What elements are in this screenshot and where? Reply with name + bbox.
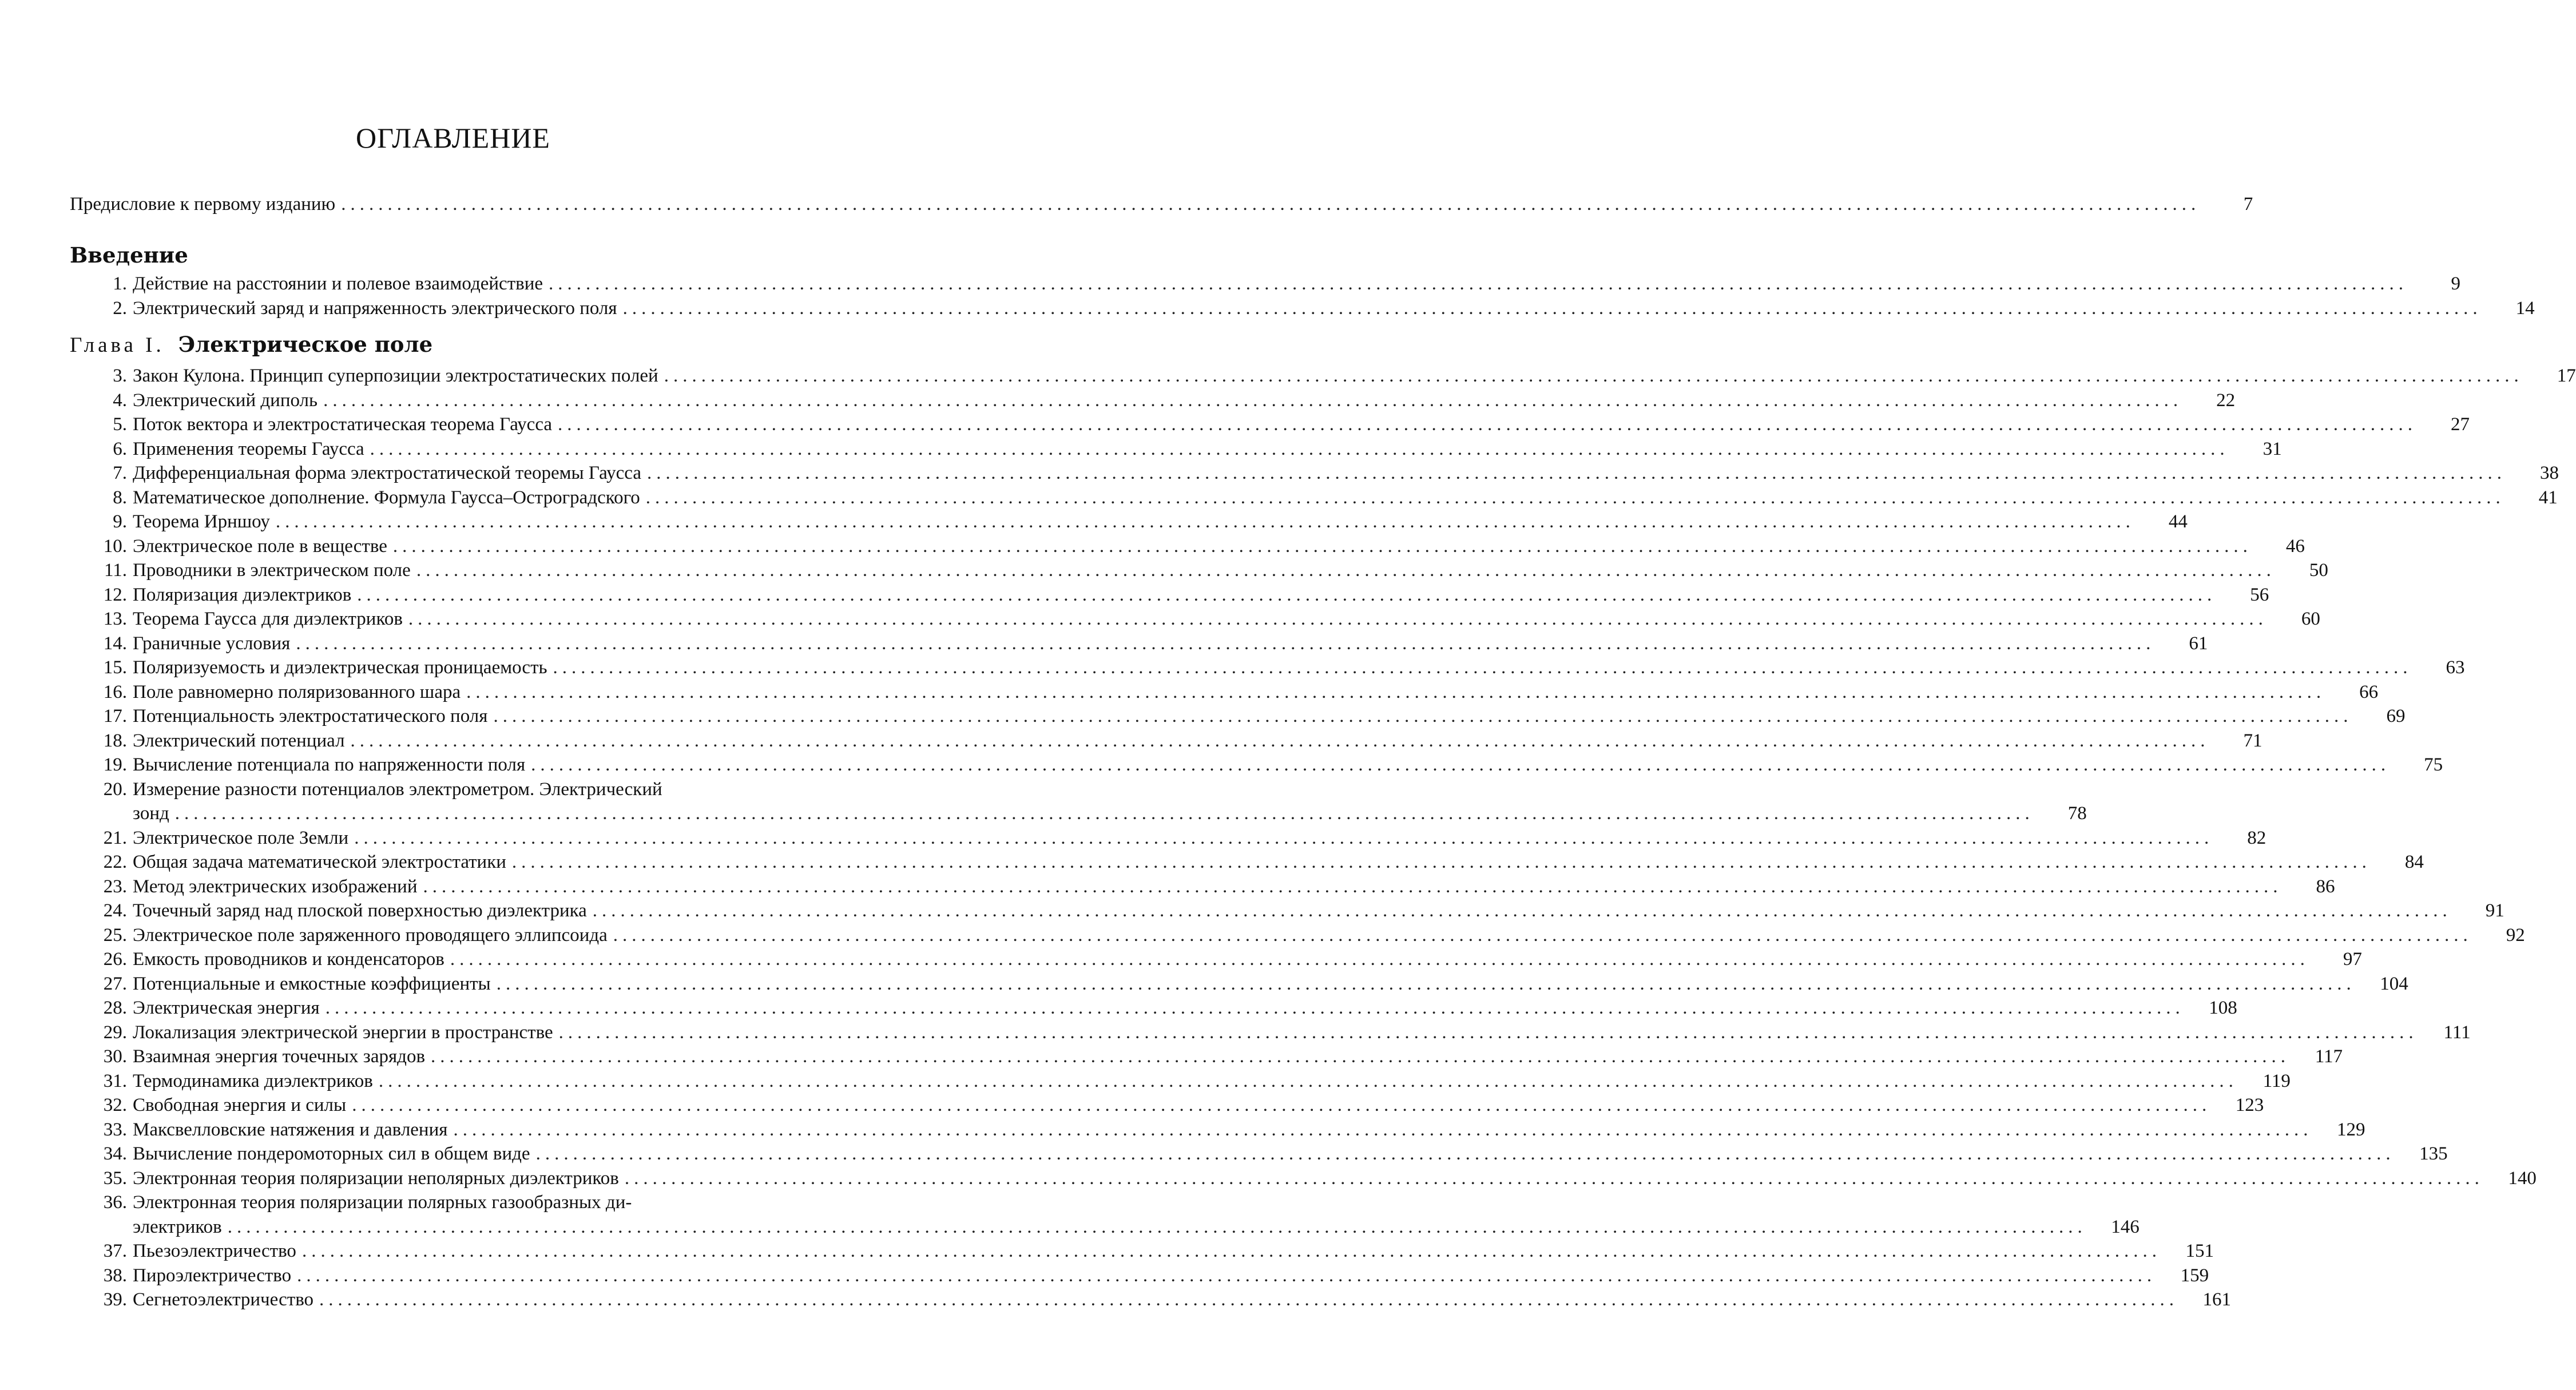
entry-title: Электрическое поле заряженного проводящего эллипсоида [133,924,608,946]
leader-dots: ........................................................................................................................................................................................................ [423,876,2283,897]
leader-dots: ........................................................................................................................................................................................................ [325,998,2185,1018]
toc-entry[interactable] [70,826,2267,850]
leader-dots: ........................................................................................................................................................................................................ [392,535,2252,557]
entry-title: Точечный заряд над плоской поверхностью диэлектрика [133,900,587,921]
entry-number: 1. [113,273,127,294]
entry-number: 16. [103,681,127,702]
entry-number: 35. [103,1167,127,1189]
page-number: 123 [2235,1095,2264,1115]
page-number: 66 [2359,681,2379,702]
page-number: 22 [2216,390,2236,411]
leader-dots: ........................................................................................................................................................................................................ [511,852,2371,872]
page-number: 129 [2336,1119,2365,1140]
entry-number: 4. [113,390,127,411]
leader-dots: ........................................................................................................................................................................................................ [664,366,2523,386]
entry-title: Поляризация диэлектриков [133,584,352,605]
toc-entry[interactable] [70,680,2379,704]
toc-entry[interactable] [70,1264,2209,1288]
entry-title: Дифференциальная форма электростатической теоремы Гаусса [133,463,641,483]
page-number: 27 [2451,414,2470,435]
entry-title: Теорема Гаусса для диэлектриков [133,609,403,629]
toc-entry-preface[interactable] [70,192,2253,216]
leader-dots: ........................................................................................................................................................................................................ [535,1143,2395,1164]
entry-number: 38. [103,1265,127,1286]
entry-title: Метод электрических изображений [133,876,418,897]
toc-entry[interactable] [70,1118,2365,1142]
entry-title: Электрический потенциал [133,730,345,751]
entry-title-continued: зонд [133,803,169,824]
toc-entry[interactable] [70,486,2558,510]
leader-dots: ........................................................................................................................................................................................................ [453,1119,2313,1140]
page-number: 9 [2451,273,2461,294]
entry-title: Электронная теория поляризации неполярных диэлектриков [133,1167,619,1189]
entry-title: Вычисление пондеромоторных сил в общем виде [133,1143,530,1164]
page-number: 71 [2243,730,2263,751]
toc-entry[interactable] [70,1288,2232,1312]
toc-entry[interactable] [70,437,2282,461]
entry-title: Закон Кулона. Принцип суперпозиции электростатических полей [133,366,658,386]
page-number: 31 [2263,438,2282,459]
leader-dots: ........................................................................................................................................................................................................ [174,803,2034,824]
page-number: 46 [2285,535,2305,557]
leader-dots: ........................................................................................................................................................................................................ [450,949,2309,970]
toc-entry[interactable] [70,704,2406,728]
entry-number: 5. [113,414,127,435]
entry-title: Емкость проводников и конденсаторов [133,949,444,970]
leader-dots: ........................................................................................................................................................................................................ [613,924,2472,946]
entry-title: Граничные условия [133,633,291,654]
entry-number: 2. [113,297,127,319]
entry-number: 31. [103,1070,127,1091]
toc-entry[interactable] [70,875,2335,899]
toc-entry[interactable] [70,923,2525,947]
toc-entry[interactable] [70,461,2559,485]
page-number: 86 [2316,876,2335,897]
toc-entry-continuation[interactable] [70,801,2087,825]
entry-title: Электронная теория поляризации полярных газообразных ди- [133,1192,632,1213]
toc-entry[interactable] [70,364,2576,388]
entry-title: Пьезоэлектричество [133,1241,296,1261]
leader-dots: ........................................................................................................................................................................................................ [466,681,2326,702]
entry-title: Локализация электрической энергии в пространстве [133,1022,553,1043]
entry-number: 29. [103,1022,127,1043]
toc-entry[interactable] [70,753,2443,777]
toc-entry[interactable] [70,607,2320,631]
leader-dots: ........................................................................................................................................................................................................ [647,463,2506,483]
entry-number: 30. [103,1046,127,1067]
leader-dots: ........................................................................................................................................................................................................ [431,1046,2291,1067]
chapter-heading [70,332,432,358]
page-number: 44 [2168,511,2188,532]
page-number: 7 [2243,194,2253,215]
entry-number: 20. [103,779,127,800]
toc-entry[interactable] [70,947,2362,971]
leader-dots: ........................................................................................................................................................................................................ [297,1265,2157,1286]
leader-dots: ........................................................................................................................................................................................................ [227,1216,2087,1237]
entry-number: 27. [103,973,127,994]
page-number: 117 [2315,1046,2343,1067]
entry-title: Электрическое поле в веществе [133,535,387,557]
toc-entry[interactable] [70,583,2269,607]
leader-dots: ........................................................................................................................................................................................................ [558,1022,2418,1043]
page-number: 60 [2301,609,2320,629]
entry-number: 6. [113,438,127,459]
entry-number: 11. [104,560,127,581]
page-number: 140 [2508,1167,2537,1189]
leader-dots: ........................................................................................................................................................................................................ [350,730,2210,751]
entry-title: Свободная энергия и силы [133,1095,347,1115]
toc-entry[interactable] [70,899,2504,923]
leader-dots: ........................................................................................................................................................................................................ [553,657,2412,678]
toc-entry[interactable] [70,996,2237,1020]
entry-number: 8. [113,487,127,508]
toc-entry[interactable] [70,534,2305,558]
entry-title: Электрическая энергия [133,998,320,1018]
toc-entry[interactable] [70,1142,2448,1166]
entry-title: Поток вектора и электростатическая теорема Гаусса [133,414,553,435]
entry-title: Предисловие к первому изданию [70,194,336,215]
leader-dots: ........................................................................................................................................................................................................ [301,1241,2161,1261]
toc-entry[interactable] [70,777,826,801]
page-number: 41 [2538,487,2558,508]
toc-entry[interactable] [70,272,2461,296]
toc-entry[interactable] [70,1239,2214,1263]
entry-number: 21. [103,827,127,848]
entry-number: 37. [103,1241,127,1261]
entry-number: 9. [113,511,127,532]
leader-dots: ........................................................................................................................................................................................................ [296,633,2156,654]
entry-number: 33. [103,1119,127,1140]
leader-dots: ........................................................................................................................................................................................................ [341,194,2201,215]
toc-entry[interactable] [70,412,2470,436]
entry-number: 24. [103,900,127,921]
entry-title: Поле равномерно поляризованного шара [133,681,461,702]
entry-number: 26. [103,949,127,970]
entry-number: 10. [103,535,127,557]
leader-dots: ........................................................................................................................................................................................................ [558,414,2418,435]
entry-number: 39. [103,1289,127,1310]
entry-title: Взаимная энергия точечных зарядов [133,1046,426,1067]
toc-entry[interactable] [70,1166,2537,1190]
chapter-name: Электрическое поле [178,332,433,357]
page-number: 14 [2515,297,2535,319]
toc-entry[interactable] [70,850,2424,874]
entry-number: 18. [103,730,127,751]
toc-entry[interactable] [70,972,2408,996]
entry-title: Проводники в электрическом поле [133,560,411,581]
page-number: 78 [2067,803,2087,824]
toc-entry[interactable] [70,632,2208,656]
entry-number: 17. [103,706,127,726]
page-number: 92 [2506,924,2525,946]
leader-dots: ........................................................................................................................................................................................................ [624,1167,2484,1189]
toc-entry[interactable] [70,1190,826,1214]
entry-title: Математическое дополнение. Формула Гаусса–Остроградского [133,487,640,508]
entry-title: Сегнетоэлектричество [133,1289,314,1310]
toc-entry[interactable] [70,558,2328,582]
entry-title: Теорема Ирншоу [133,511,270,532]
entry-number: 19. [103,754,127,775]
page-number: 135 [2419,1143,2448,1164]
leader-dots: ........................................................................................................................................................................................................ [370,438,2229,459]
entry-title: Термодинамика диэлектриков [133,1070,373,1091]
entry-number: 23. [103,876,127,897]
entry-number: 15. [103,657,127,678]
entry-number: 34. [103,1143,127,1164]
page-number: 17 [2557,366,2576,386]
entry-title-continued: электриков [133,1216,222,1237]
entry-title: Вычисление потенциала по напряженности поля [133,754,526,775]
leader-dots: ........................................................................................................................................................................................................ [493,706,2353,726]
entry-title: Действие на расстоянии и полевое взаимодействие [133,273,543,294]
toc-entry[interactable] [70,388,2236,412]
toc-entry[interactable] [70,1069,2291,1093]
leader-dots: ........................................................................................................................................................................................................ [592,900,2452,921]
page-number: 75 [2424,754,2443,775]
toc-entry[interactable] [70,1020,2471,1045]
leader-dots: ........................................................................................................................................................................................................ [357,584,2217,605]
page-number: 82 [2247,827,2267,848]
toc-entry[interactable] [70,729,2263,753]
page-title: ОГЛАВЛЕНИЕ [356,122,550,154]
leader-dots: ........................................................................................................................................................................................................ [354,827,2214,848]
toc-entry[interactable] [70,296,2535,320]
page-number: 38 [2540,463,2559,483]
page-number: 104 [2380,973,2408,994]
leader-dots: ........................................................................................................................................................................................................ [531,754,2391,775]
page-number: 111 [2443,1022,2471,1043]
page-number: 63 [2446,657,2465,678]
entry-number: 28. [103,998,127,1018]
leader-dots: ........................................................................................................................................................................................................ [416,560,2276,581]
leader-dots: ........................................................................................................................................................................................................ [275,511,2135,532]
entry-number: 14. [103,633,127,654]
entry-number: 32. [103,1095,127,1115]
toc-entry[interactable] [70,656,2465,680]
leader-dots: ........................................................................................................................................................................................................ [323,390,2183,411]
chapter-label: Глава I. [70,333,165,357]
page-number: 69 [2386,706,2406,726]
entry-title: Применения теоремы Гаусса [133,438,364,459]
page-number: 97 [2343,949,2362,970]
toc-entry[interactable] [70,1093,2264,1117]
page-number: 56 [2250,584,2269,605]
toc-entry-continuation[interactable] [70,1215,2140,1239]
entry-title: Электрический диполь [133,390,318,411]
entry-title: Поляризуемость и диэлектрическая проницаемость [133,657,547,678]
leader-dots: ........................................................................................................................................................................................................ [622,297,2482,319]
leader-dots: ........................................................................................................................................................................................................ [352,1095,2212,1115]
page-number: 146 [2111,1216,2140,1237]
page-number: 108 [2209,998,2237,1018]
entry-number: 22. [103,852,127,872]
entry-title: Потенциальность электростатического поля [133,706,488,726]
leader-dots: ........................................................................................................................................................................................................ [549,273,2408,294]
entry-title: Электрическое поле Земли [133,827,349,848]
entry-number: 3. [113,366,127,386]
entry-number: 7. [113,463,127,483]
entry-title: Измерение разности потенциалов электрометром. Электрический [133,779,662,800]
entry-number: 25. [103,924,127,946]
leader-dots: ........................................................................................................................................................................................................ [408,609,2268,629]
entry-number: 36. [103,1192,127,1213]
toc-entry[interactable] [70,1045,2343,1069]
entry-title: Общая задача математической электростатики [133,852,506,872]
entry-title: Электрический заряд и напряженность электрического поля [133,297,617,319]
entry-number: 12. [103,584,127,605]
page-number: 50 [2309,560,2328,581]
page-number: 91 [2485,900,2504,921]
entry-title: Максвелловские натяжения и давления [133,1119,448,1140]
leader-dots: ........................................................................................................................................................................................................ [378,1070,2238,1091]
leader-dots: ........................................................................................................................................................................................................ [496,973,2356,994]
entry-title: Потенциальные и емкостные коэффициенты [133,973,491,994]
entry-title: Пироэлектричество [133,1265,292,1286]
page-number: 159 [2180,1265,2209,1286]
leader-dots: ........................................................................................................................................................................................................ [319,1289,2179,1310]
page-number: 84 [2404,852,2424,872]
page-number: 161 [2202,1289,2232,1310]
page-number: 119 [2263,1070,2291,1091]
leader-dots: ........................................................................................................................................................................................................ [645,487,2505,508]
page-number: 61 [2189,633,2208,654]
section-heading-intro: Введение [70,243,188,268]
toc-entry[interactable] [70,510,2188,534]
entry-number: 13. [103,609,127,629]
page-number: 151 [2185,1241,2214,1261]
